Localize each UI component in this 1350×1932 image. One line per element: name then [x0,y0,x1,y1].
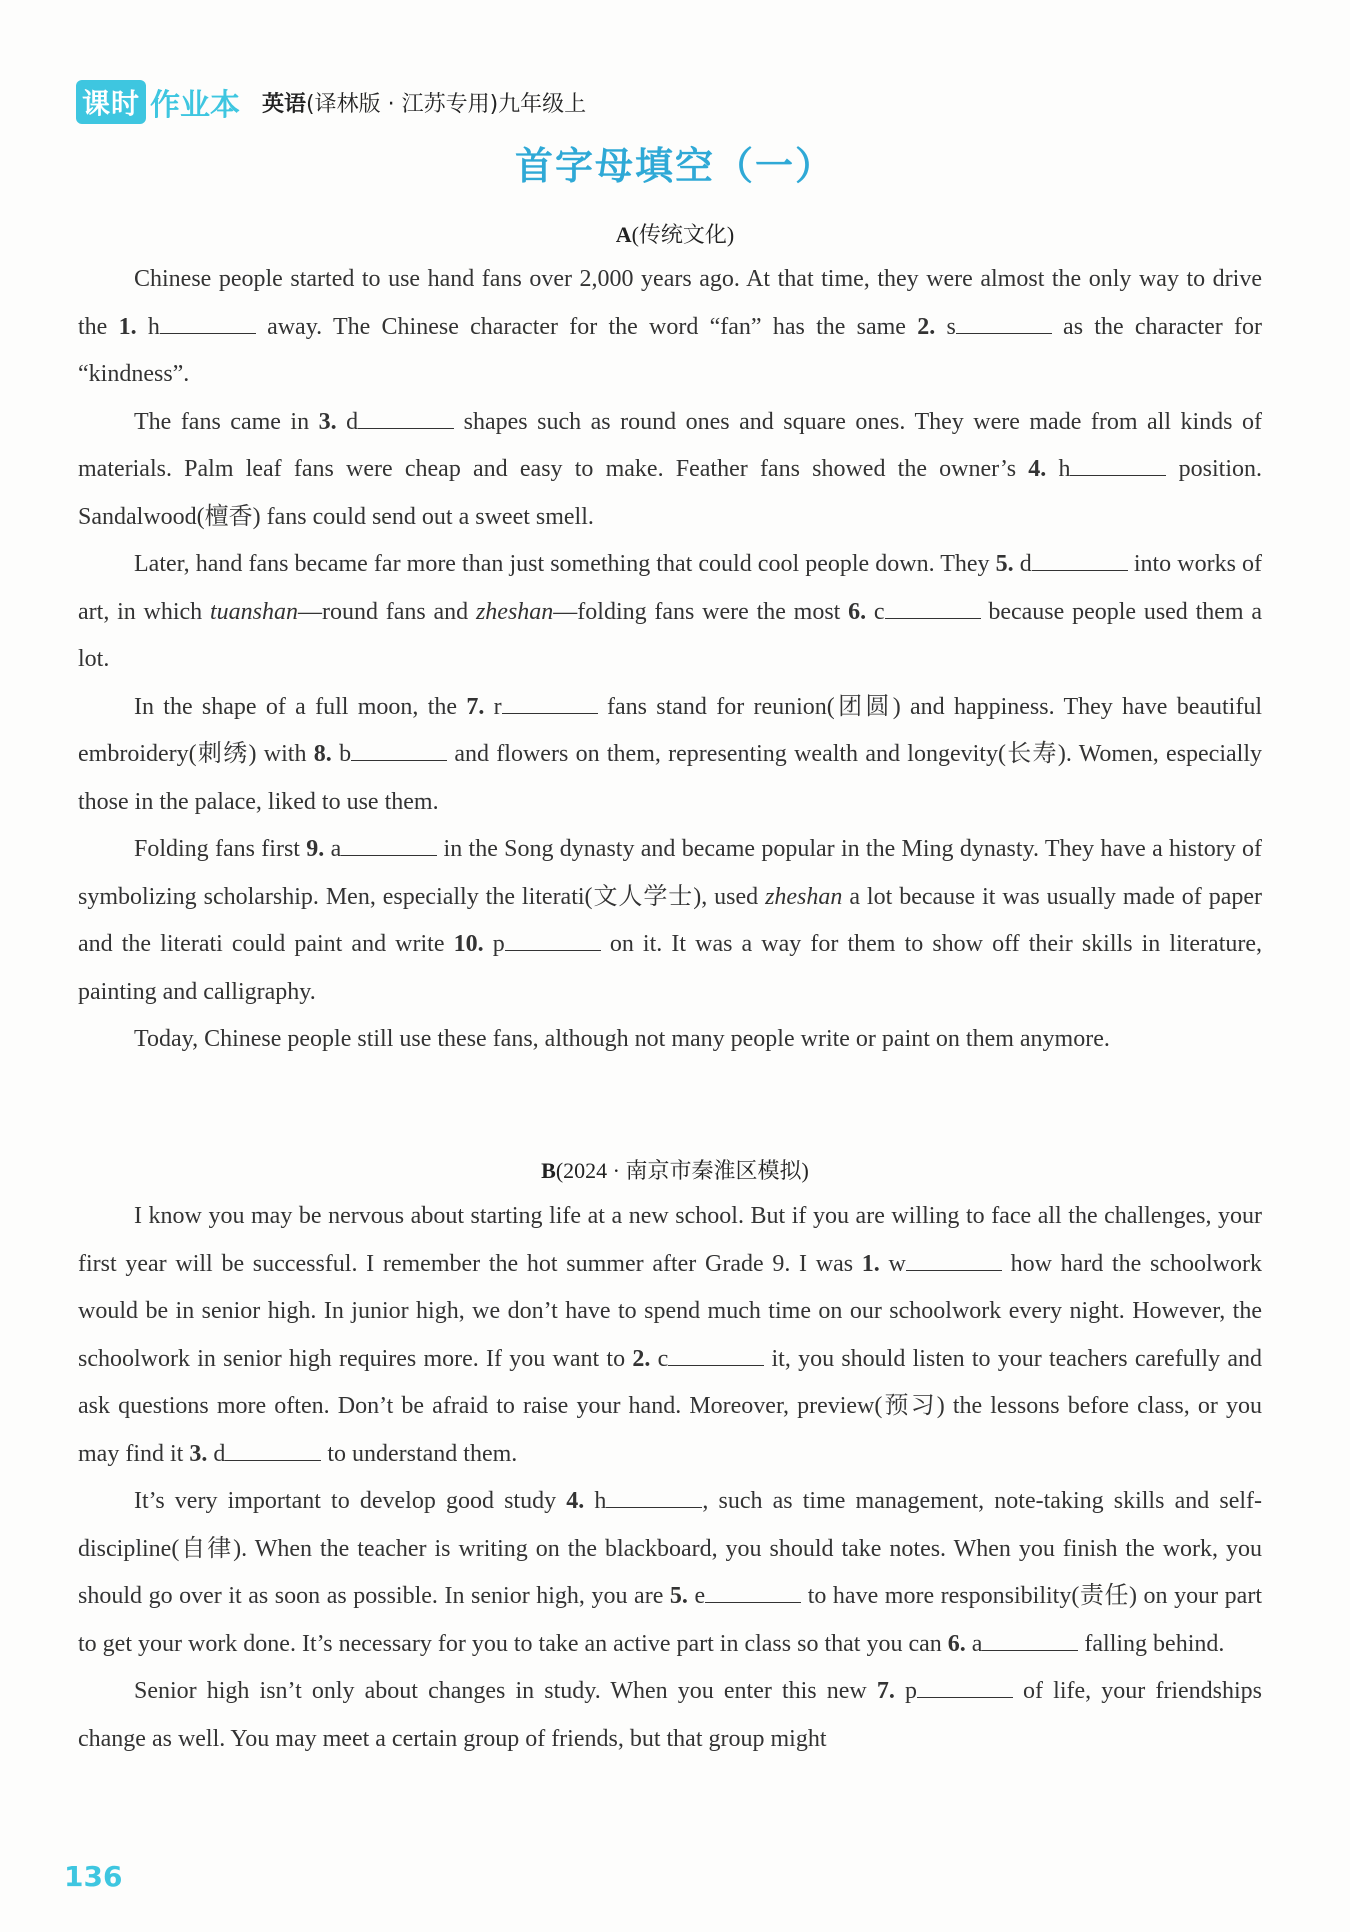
subject-info [262,87,586,118]
question-number: 8. [313,741,340,767]
section-b-heading [0,1154,1350,1185]
question-number: 4. [566,1488,595,1514]
first-letter-hint: d [346,408,359,435]
answer-blank[interactable] [502,691,598,714]
page-title: 首字母填空（一） [514,143,835,188]
first-letter-hint: d [1019,551,1032,577]
answer-blank[interactable] [956,311,1052,334]
first-letter-hint: w [888,1250,906,1277]
question-number: 6. [848,598,874,625]
section-b-paragraph: Senior high isn’t only about changes in study. When you enter this new 7. p of life, your friendships change as well. You may meet a certain group of friends, but that group might [78,1668,1262,1763]
first-letter-hint: h [1058,456,1071,482]
question-number: 2. [632,1345,658,1372]
answer-blank[interactable] [351,738,447,761]
italic-term: zheshan [765,883,843,910]
page-header [76,80,586,124]
question-number: 9. [306,836,331,862]
question-number: 6. [947,1630,972,1657]
edition-info: (译林版 · 江苏专用)九年级上 [306,91,587,117]
brand-logo-box: 课时 [76,80,146,124]
answer-blank[interactable] [505,928,601,951]
answer-blank[interactable] [885,596,981,619]
first-letter-hint: d [213,1440,226,1467]
first-letter-hint: c [657,1345,669,1372]
first-letter-hint: a [330,836,342,862]
answer-blank[interactable] [358,406,454,429]
first-letter-hint: h [147,313,160,340]
section-a-paragraph: Folding fans first 9. a in the Song dynasty and became popular in the Ming dynasty. They have a history of symbolizing scholarship. Men, especially the literati(文人学士), used zheshan a lot because it was usually made of paper and the literati could paint and write 10. p on it. It was a way for them to show off their skills in literature, painting and calligraphy. [78,826,1262,1016]
section-a-paragraph: In the shape of a full moon, the 7. r fans stand for reunion(团圆) and happiness. They have beautiful embroidery(刺绣) with 8. b and flowers on them, representing wealth and longevity(长寿). Women, especially those in the palace, liked to use them. [78,684,1262,827]
question-number: 3. [189,1440,214,1467]
section-b-paragraph: I know you may be nervous about starting life at a new school. But if you are willing to face all the challenges, your first year will be successful. I remember the hot summer after Grade 9. I was 1. w how hard the schoolwork would be in senior high. In junior high, we don’t have to spend much time on our schoolwork every night. However, the schoolwork in senior high requires more. If you want to 2. c it, you should listen to your teachers carefully and ask questions more often. Don’t be afraid to raise your hand. Moreover, preview(预习) the lessons before class, or you may find it 3. d to understand them. [78,1203,1263,1467]
question-number: 2. [917,313,947,340]
section-a-label: A [615,222,632,247]
brand-logo-text: 作业本 [150,88,241,123]
answer-blank[interactable] [917,1675,1013,1698]
answer-blank[interactable] [225,1438,321,1461]
section-b-topic: (2024 · 南京市秦淮区模拟) [555,1158,809,1183]
section-a-paragraph: Today, Chinese people still use these fans, although not many people write or paint on them anymore. [134,1026,1110,1052]
first-letter-hint: r [493,693,502,720]
section-a-paragraph: Later, hand fans became far more than just something that could cool people down. They 5. d into works of art, in which tuanshan—round fans and zheshan—folding fans were the most 6. c because people used them a lot. [78,541,1262,684]
answer-blank[interactable] [160,311,256,334]
question-number: 1. [861,1250,889,1277]
answer-blank[interactable] [705,1580,801,1603]
answer-blank[interactable] [341,833,437,856]
first-letter-hint: e [694,1583,706,1609]
first-letter-hint: c [873,598,885,625]
first-letter-hint: p [904,1678,917,1704]
question-number: 5. [669,1583,695,1609]
answer-blank[interactable] [668,1343,764,1366]
answer-blank[interactable] [606,1485,702,1508]
italic-term: tuanshan [209,598,298,625]
section-b-label: B [541,1158,556,1183]
question-number: 7. [466,693,494,720]
question-number: 3. [318,408,347,435]
first-letter-hint: p [492,931,505,957]
answer-blank[interactable] [982,1628,1078,1651]
first-letter-hint: b [339,741,352,767]
section-a-paragraph: Chinese people started to use hand fans over 2,000 years ago. At that time, they were almost the only way to drive the 1. h away. The Chinese character for the word “fan” has the same 2. s as the character for “kindness”. [78,266,1262,387]
section-b-passage [78,1193,1262,1763]
italic-term: zheshan [475,598,554,625]
answer-blank[interactable] [1070,453,1166,476]
answer-blank[interactable] [1032,548,1128,571]
page-number: 136 [64,1860,123,1893]
first-letter-hint: s [946,313,956,340]
question-number: 10. [453,931,493,957]
first-letter-hint: h [594,1488,607,1514]
subject-name: 英语 [262,91,307,117]
section-a-topic: (传统文化) [631,222,735,247]
section-a-heading [0,218,1350,249]
section-a-paragraph: The fans came in 3. d shapes such as round ones and square ones. They were made from all kinds of materials. Palm leaf fans were cheap and easy to make. Feather fans showed the owner’s 4. h position. Sandalwood(檀香) fans could send out a sweet smell. [78,399,1262,542]
answer-blank[interactable] [906,1248,1002,1271]
section-a-passage [78,256,1262,1064]
first-letter-hint: a [971,1630,983,1657]
question-number: 7. [876,1678,905,1704]
section-b-paragraph: It’s very important to develop good study 4. h , such as time management, note-taking skills and self-discipline(自律). When the teacher is writing on the blackboard, you should take notes. When you finish the work, you should go over it as soon as possible. In senior high, you are 5. e to have more responsibility(责任) on your part to get your work done. It’s necessary for you to take an active part in class so that you can 6. a falling behind. [78,1478,1262,1668]
question-number: 4. [1028,456,1059,482]
question-number: 1. [118,313,148,340]
question-number: 5. [995,551,1020,577]
